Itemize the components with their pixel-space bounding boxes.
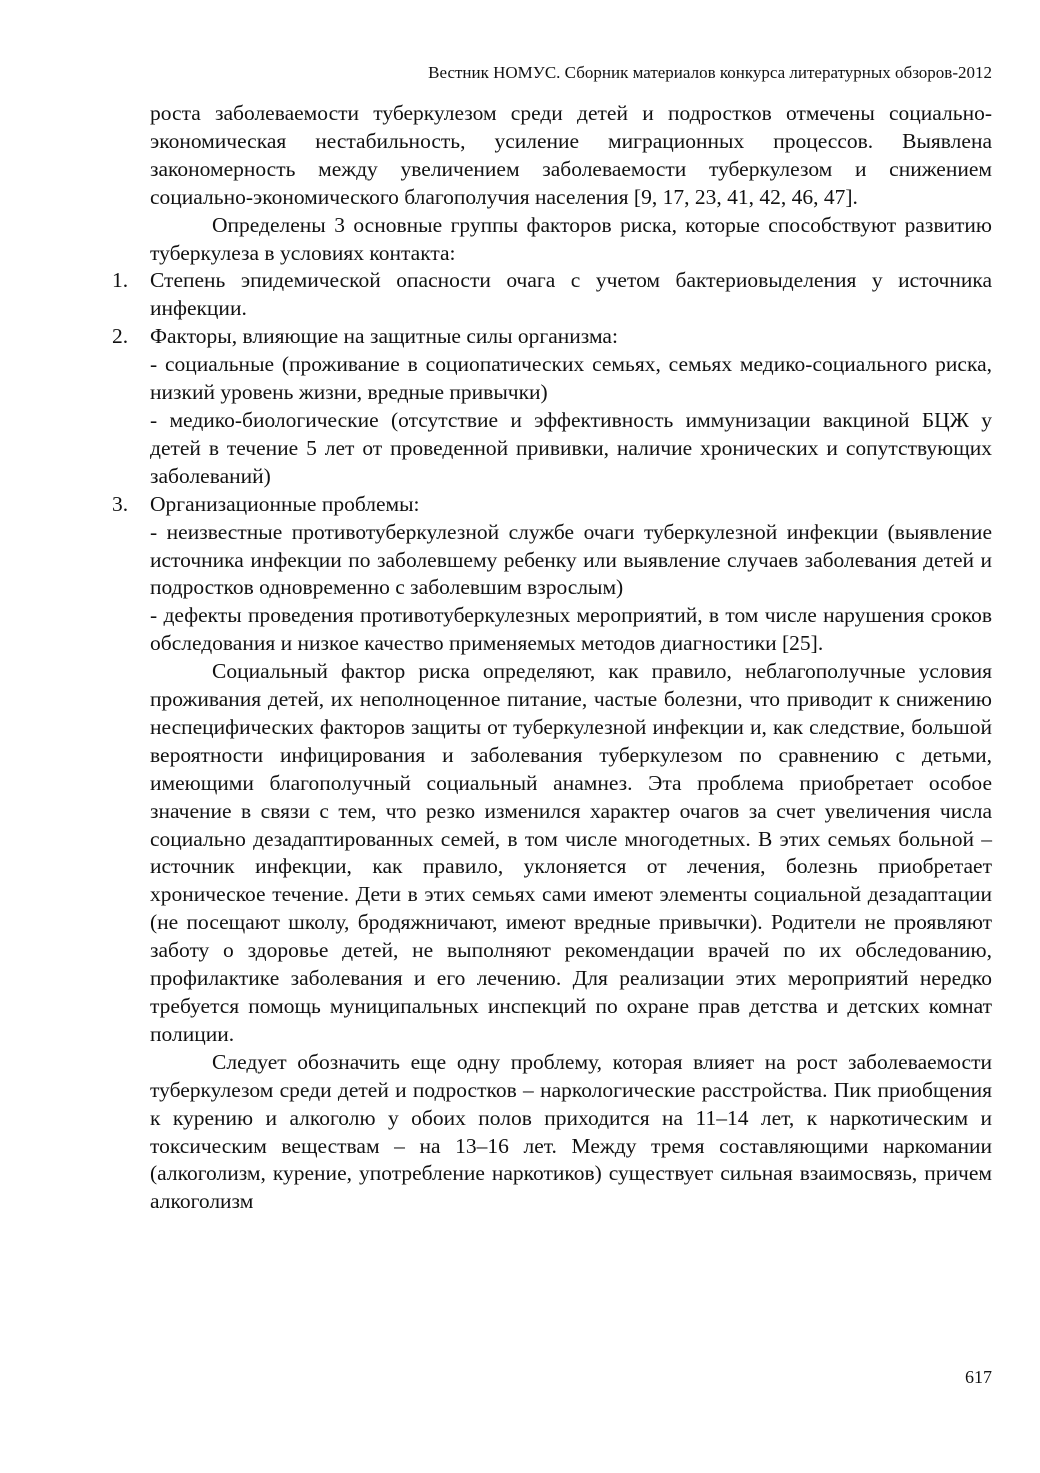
list-item-text: Факторы, влияющие на защитные силы организма: bbox=[150, 324, 618, 349]
list-item-2 bbox=[112, 323, 992, 490]
list-item-text: Организационные проблемы: bbox=[150, 491, 420, 516]
paragraph-social-factor: Социальный фактор риска определяют, как правило, неблагополучные условия проживания детей, их неполноценное питание, частые болезни, что приводит к снижению неспецифических факторов защиты от туберкулезной инфекции и, как следствие, большой вероятности инфицирования и заболевания туберкулезом по сравнению с детьми, имеющими благополучный социальный анамнез. Эта проблема приобретает особое значение в связи с тем, что резко изменился характер очагов за счет увеличения числа социально дезадаптированных семей, в том числе многодетных. В этих семьях больной – источник инфекции, как правило, уклоняется от лечения, болезнь приобретает хроническое течение. Дети в этих семьях сами имеют элементы социальной дезадаптации (не посещают школу, бродяжничают, имеют вредные привычки). Родители не проявляют заботу о здоровье детей, не выполняют рекомендации врачей по их обследованию, профилактике заболевания и его лечению. Для реализации этих мероприятий нередко требуется помощь муниципальных инспекций по охране прав детства и детских комнат полиции. bbox=[150, 659, 992, 1046]
list-subitem-unknown-foci: - неизвестные противотуберкулезной службе очаги туберкулезной инфекции (выявление источника инфекции по заболевшему ребенку или выявление случаев заболевания детей и подростков одновременно с заболевшим взрослым) bbox=[150, 519, 992, 600]
running-header: Вестник НОМУС. Сборник материалов конкурса литературных обзоров-2012 bbox=[428, 63, 992, 82]
list-number-2: 2. bbox=[112, 324, 129, 349]
list-item-1 bbox=[112, 267, 992, 323]
article-body bbox=[112, 100, 992, 1216]
paragraph-narcological: Следует обозначить еще одну проблему, которая влияет на рост заболеваемости туберкулезом среди детей и подростков – наркологические расстройства. Пик приобщения к курению и алкоголю у обоих полов приходится на 11–14 лет, к наркотическим и токсическим веществам – на 13–16 лет. Между тремя составляющими наркомании (алкоголизм, курение, употребление наркотиков) существует сильная взаимосвязь, причем алкоголизм bbox=[150, 1049, 992, 1214]
list-subitem-social: - социальные (проживание в социопатических семьях, семьях медико-социального риска, низкий уровень жизни, вредные привычки) bbox=[150, 352, 992, 405]
list-item-3 bbox=[112, 491, 992, 658]
paragraph-risk-groups: Определены 3 основные группы факторов риска, которые способствуют развитию туберкулеза в условиях контакта: bbox=[150, 212, 992, 265]
list-item-text: Степень эпидемической опасности очага с учетом бактериовыделения у источника инфекции. bbox=[150, 268, 992, 321]
list-subitem-medbio: - медико-биологические (отсутствие и эффективность иммунизации вакциной БЦЖ у детей в течение 5 лет от проведенной прививки, наличие хронических и сопутствующих заболеваний) bbox=[150, 407, 992, 488]
list-subitem-defects: - дефекты проведения противотуберкулезных мероприятий, в том числе нарушения сроков обследования и низкое качество применяемых методов диагностики [25]. bbox=[150, 603, 992, 656]
paragraph-intro: роста заболеваемости туберкулезом среди детей и подростков отмечены социально-экономическая нестабильность, усиление миграционных процессов. Выявлена закономерность между увеличением заболеваемости туберкулезом и снижением социально-экономического благополучия населения [9, 17, 23, 41, 42, 46, 47]. bbox=[150, 101, 992, 209]
page-number: 617 bbox=[965, 1367, 992, 1387]
list-number-1: 1. bbox=[112, 268, 129, 293]
list-number-3: 3. bbox=[112, 491, 129, 516]
